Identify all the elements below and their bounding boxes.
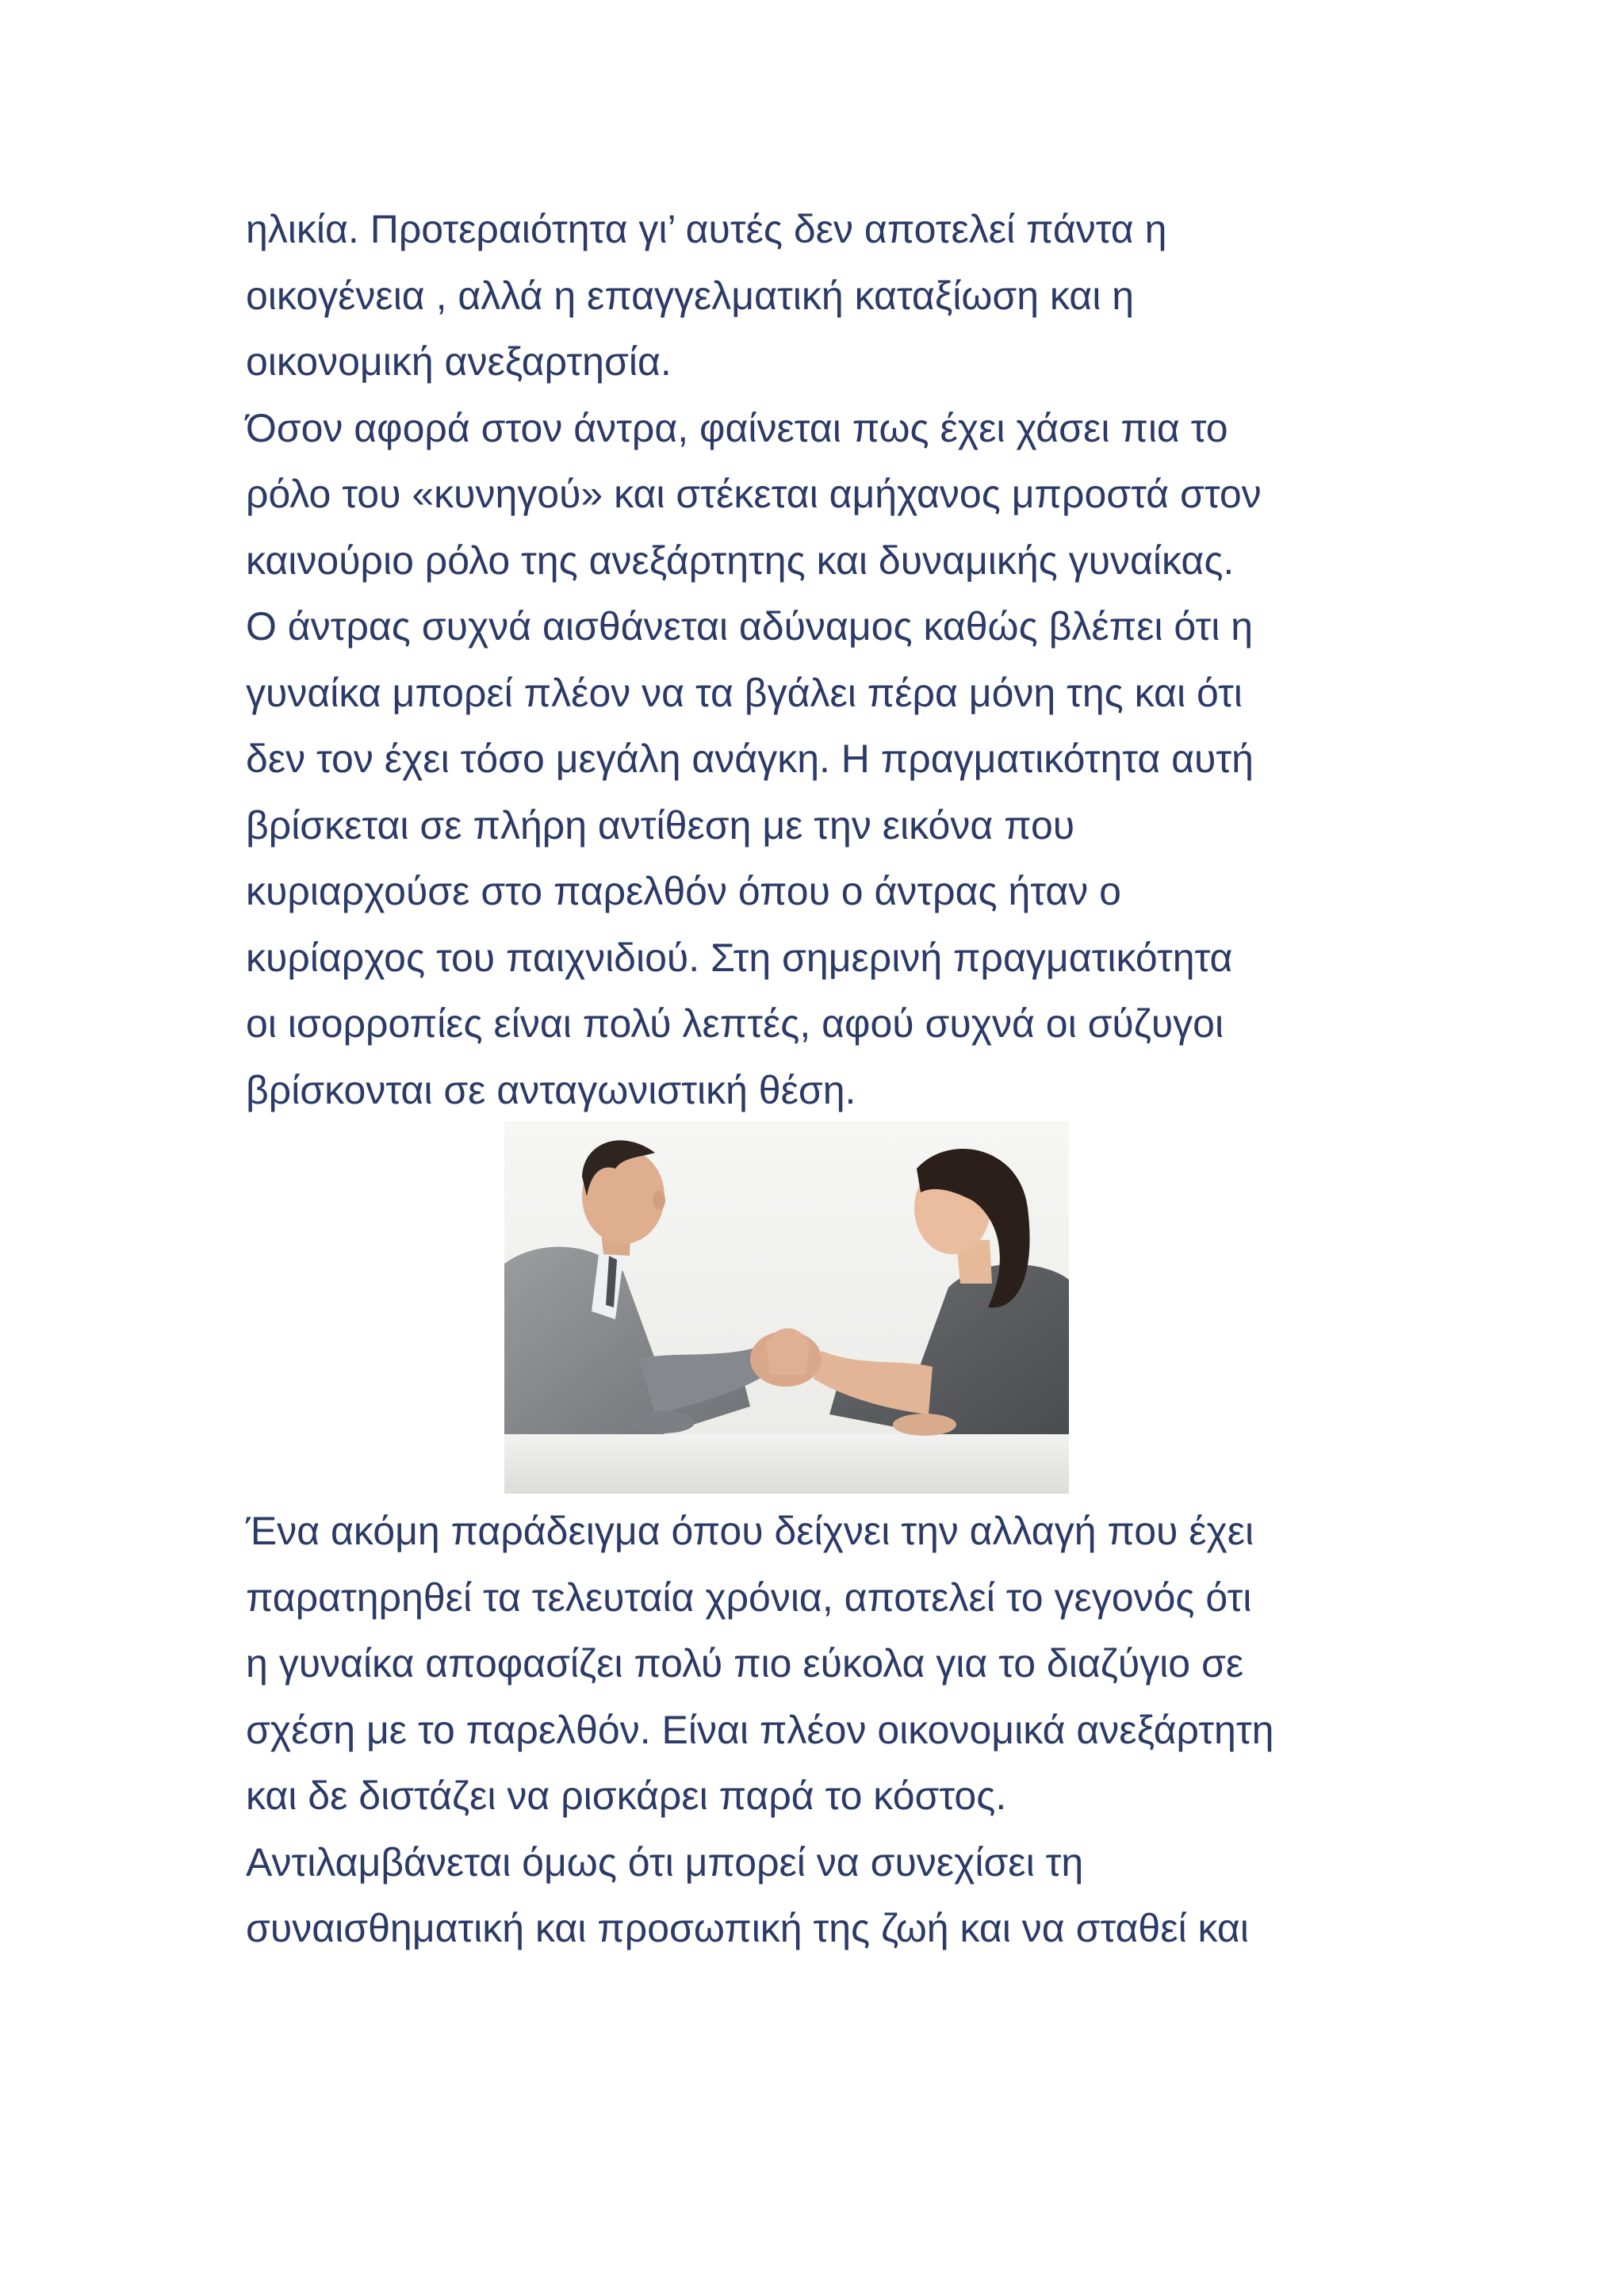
photo-illustration — [504, 1121, 1069, 1494]
text-line: καινούριο ρόλο της ανεξάρτητης και δυναμικής γυναίκας. — [246, 538, 1235, 583]
text-line: βρίσκονται σε ανταγωνιστική θέση. — [246, 1067, 856, 1112]
text-line: σχέση με το παρελθόν. Είναι πλέον οικονομικά ανεξάρτητη — [246, 1707, 1274, 1752]
paragraph-bottom — [246, 1498, 1388, 1962]
text-line: Ο άντρας συχνά αισθάνεται αδύναμος καθώς βλέπει ότι η — [246, 604, 1254, 649]
text-line: η γυναίκα αποφασίζει πολύ πιο εύκολα για το διαζύγιο σε — [246, 1641, 1244, 1686]
text-line: Αντιλαμβάνεται όμως ότι μπορεί να συνεχίσει τη — [246, 1839, 1084, 1885]
text-line: γυναίκα μπορεί πλέον να τα βγάλει πέρα μόνη της και ότι — [246, 670, 1243, 715]
text-line: και δε διστάζει να ρισκάρει παρά το κόστος. — [246, 1774, 1007, 1818]
text-line: ηλικία. Προτεραιότητα γι’ αυτές δεν αποτελεί πάντα η — [246, 207, 1167, 251]
text-line: οι ισορροπίες είναι πολύ λεπτές, αφού συχνά οι σύζυγοι — [246, 1001, 1224, 1046]
text-line: κυριαρχούσε στο παρελθόν όπου ο άντρας ήταν ο — [246, 869, 1121, 913]
text-line: ρόλο του «κυνηγού» και στέκεται αμήχανος μπροστά στον — [246, 472, 1262, 516]
text-line: παρατηρηθεί τα τελευταία χρόνια, αποτελεί το γεγονός ότι — [246, 1575, 1252, 1620]
text-line: κυρίαρχος του παιχνιδιού. Στη σημερινή πραγματικότητα — [246, 935, 1233, 980]
text-line: δεν τον έχει τόσο μεγάλη ανάγκη. Η πραγματικότητα αυτή — [246, 737, 1254, 781]
arm-wrestling-photo — [504, 1121, 1069, 1494]
text-line: Ένα ακόμη παράδειγμα όπου δείχνει την αλλαγή που έχει — [246, 1509, 1254, 1553]
text-line: οικονομική ανεξαρτησία. — [246, 339, 672, 384]
text-line: Όσον αφορά στον άντρα, φαίνεται πως έχει χάσει πια το — [246, 405, 1228, 450]
text-line: συναισθηματική και προσωπική της ζωή και να σταθεί και — [246, 1906, 1249, 1950]
text-line: οικογένεια , αλλά η επαγγελματική καταξίωση και η — [246, 273, 1135, 318]
paragraph-top — [246, 197, 1388, 1123]
text-line: βρίσκεται σε πλήρη αντίθεση με την εικόνα που — [246, 802, 1075, 848]
